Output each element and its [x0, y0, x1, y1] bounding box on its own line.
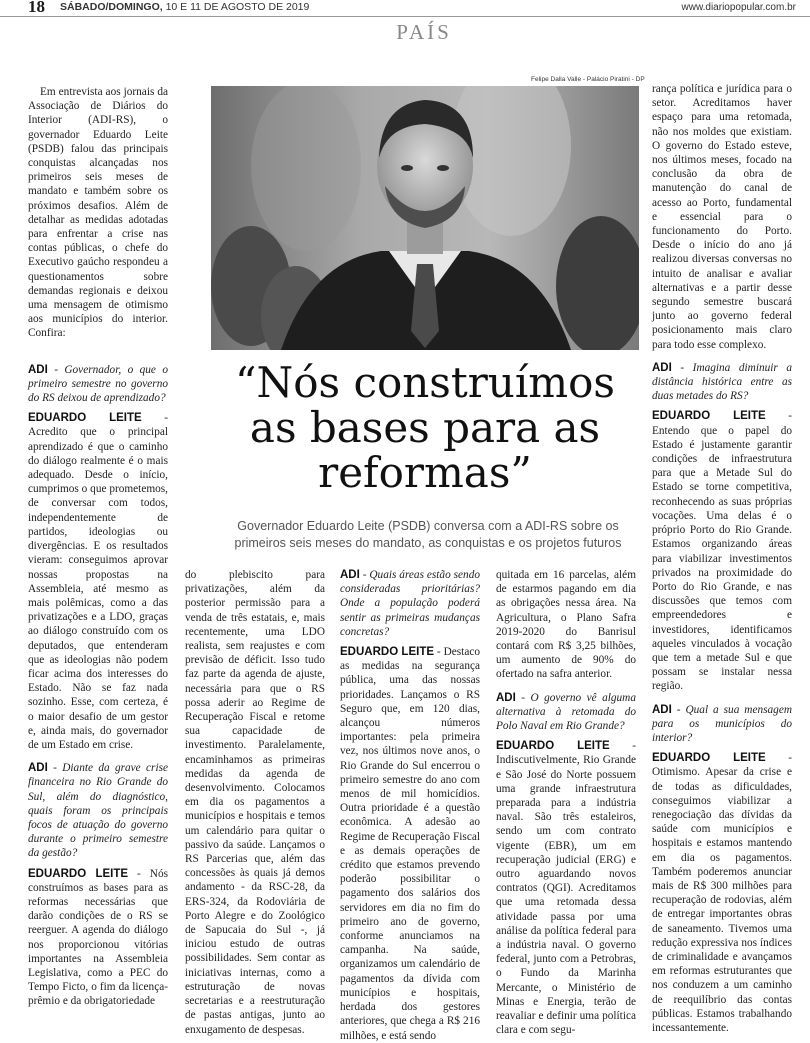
article-column-1 [28, 85, 168, 1009]
edition-date-rest: 10 E 11 DE AGOSTO DE 2019 [162, 1, 310, 13]
adi-label: ADI [28, 762, 48, 775]
adi-label: ADI [340, 569, 360, 581]
question-5 [652, 361, 792, 404]
question-2-text: - Diante da grave crise financeira no Rio Grande do Sul, além do diagnóstico, quais foram os principais focos de atuação do governo durante o primeiro semestre da gestão? [28, 762, 168, 860]
answer-1-text: - Acredito que o principal aprendizado é que o caminho do diálogo realmente é o mais adequado. Desde o início, cumprimos o que prometemos, de conversar com todos, independentemente de partidos, ideologias ou divergências. E os resultados vieram: conseguimos aprovar nossas propostas na Assembleia, até mesmo as mais polêmicas, como a das privatizações e a LDO, graças ao diálogo construído com os deputados, que entenderam que as ideologias não podem ficar acima dos interesses do Estado. Não se faz nada sozinho. Esse, com certeza, é o maior desafio de um gestor e, ainda mais, do governador de um Estado em crise. [28, 412, 169, 751]
question-5-text: - Imagina diminuir a distância histórica entre as duas metades do RS? [652, 361, 792, 403]
answer-3-text: - Destaco as medidas na segurança pública, uma das nossas prioridades. Lançamos o RS Seguro que, em 120 dias, alcançou números importantes: pela primeira vez, nos últimos nove anos, o Rio Grande do Sul encerrou o primeiro semestre do ano com menos de mil homicídios. Outra prioridade é a questão econômica. A adesão ao Regime de Recuperação Fiscal e as demais operações de crédito que estamos prevendo poderão possibilitar o pagamento dos salários dos servidores em dia no fim do primeiro ano de governo, conforme anunciamos na campanha. Na saúde, organizamos um calendário de pagamentos da dívida com municípios e hospitais, herdada dos gestores anteriores, que chega a R$ 216 milhões, e está sendo [340, 646, 480, 1042]
adi-label: ADI [652, 361, 672, 374]
leite-label: EDUARDO LEITE [28, 867, 129, 880]
answer-5 [652, 409, 792, 693]
article-column-5 [652, 82, 792, 1035]
adi-label: ADI [28, 363, 48, 376]
adi-label: ADI [496, 691, 516, 704]
leite-label: EDUARDO LEITE [496, 740, 610, 753]
answer-6-text: - Otimismo. Apesar da crise e de todas as dificuldades, conseguimos viabilizar a renegociação das dívidas da saúde com municípios e hospitais e estamos mantendo em dia os pagamentos. Também poderemos anunciar mais de R$ 300 milhões para recuperação de rodovias, além de entregar importantes obras de saneamento. Tivemos uma redução expressiva nos índices de criminalidade e avançamos em reformas estruturantes que nos conduzem a um caminho de reequilíbrio das contas públicas. Estamos trabalhando incessantemente. [652, 752, 793, 1034]
answer-2-text: - Nós construímos as bases para as reformas necessárias que darão condições de o RS se reerguer. A agenda do diálogo nos proporcionou vitórias importantes na Assembleia Legislativa, como a PEC do Tempo Ficto, o fim da licença-prêmio e da obrigatoriedade [28, 867, 168, 1008]
governor-portrait-image [211, 86, 639, 350]
question-4-text: - O governo vê alguma alternativa à retomada do Polo Naval em Rio Grande? [496, 691, 636, 733]
leite-label: EDUARDO LEITE [652, 410, 766, 423]
leite-label: EDUARDO LEITE [652, 752, 766, 765]
question-6-text: - Qual a sua mensagem para os municípios do interior? [652, 703, 792, 744]
edition-date [60, 1, 309, 13]
adi-label: ADI [652, 703, 672, 716]
page-header [0, 0, 810, 17]
column-4-text: quitada em 16 parcelas, além de estarmos pagando em dia as obrigações nessa área. Na Agricultura, o Plano Safra 2019-2020 do Banrisul contará com R$ 3,25 bilhões, um aumento de 90% do ofertado na safra anterior. [496, 569, 636, 681]
section-title: PAÍS [396, 20, 452, 44]
question-1 [28, 363, 168, 406]
answer-4 [496, 739, 636, 1037]
question-3-text: - Quais áreas estão sendo consideradas prioritárias? Onde a população poderá sentir as primeiras mudanças concretas? [340, 569, 480, 638]
answer-1 [28, 411, 168, 752]
article-column-2 [185, 568, 325, 1037]
headline: “Nós construímos as bases para as reformas” [235, 358, 615, 497]
edition-date-day: SÁBADO/DOMINGO, [60, 1, 163, 13]
leite-label: EDUARDO LEITE [340, 646, 435, 659]
answer-3 [340, 645, 480, 1043]
answer-5-text: - Entendo que o papel do Estado é justamente garantir condições de infraestrutura para que a Metade Sul do Estado se torne competitiva, reconhecendo as suas próprias vocações. Uma delas é o próprio Porto do Rio Grande. Estamos organizando áreas para viabilizar investimentos privados na proximidade do Porto do Rio Grande, e nas discussões que temos com empreendedores e investidores, identificamos aqueles vinculados à vocação que tem a metade Sul e que possam se instalar nessa região. [652, 410, 793, 693]
answer-6 [652, 751, 792, 1035]
answer-4-text: - Indiscutivelmente, Rio Grande e São José do Norte possuem uma grande infraestrutura preparada para a indústria naval. São três estaleiros, sendo um com contrato vigente (EBR), um em recuperação judicial (ERG) e outro aguardando novos contratos (QGI). Acreditamos que uma retomada dessa atividade passa por uma análise da política federal para a indústria naval. O governo federal, junto com a Petrobras, o Fundo da Marinha Mercante, o Ministério de Minas e Energia, terão de reavaliar e definir uma política clara e com segu- [496, 740, 637, 1037]
article-column-4 [496, 568, 636, 1038]
question-3 [340, 568, 480, 639]
question-4 [496, 691, 636, 734]
deck-subtitle: Governador Eduardo Leite (PSDB) conversa com a ADI-RS sobre os primeiros seis meses do mandato, as conquistas e os projetos futuros [234, 519, 622, 550]
answer-2 [28, 867, 168, 1009]
intro-paragraph: Em entrevista aos jornais da Associação de Diários do Interior (ADI-RS), o governador Eduardo Leite (PSDB) falou das principais conquistas alcançadas nos primeiros seis meses de mandato e também sobre os próximos desafios. Além de detalhar as medidas adotadas para enfrentar a crise nas contas públicas, o chefe do Executivo gaúcho respondeu a questionamentos sobre demandas regionais e deixou uma mensagem de otimismo aos municípios do interior. Confira: [28, 86, 168, 340]
governor-photo [211, 86, 639, 350]
column-5-continuation: rança política e jurídica para o setor. Acreditamos haver espaço para uma retomada, não nos moldes que existiam. O governo do Estado esteve, nos últimos meses, focado na conclusão da obra de manutenção do canal de acesso ao Porto, fundamental e essencial para o funcionamento do Porto. Desde o início do ano já realizou diversas conversas no intuito de analisar e avaliar alternativas e a partir desse segundo semestre buscará junto ao governo federal posicionamento mais claro para todo esse complexo. [652, 83, 792, 351]
photo-credit: Felipe Dalla Valle - Palácio Piratini - DP [531, 76, 645, 83]
article-column-3 [340, 568, 480, 1043]
leite-label: EDUARDO LEITE [28, 412, 142, 425]
question-2 [28, 761, 168, 860]
page-number: 18 [28, 0, 45, 16]
website-url[interactable]: www.diariopopular.com.br [681, 2, 796, 13]
question-1-text: - Governador, o que o primeiro semestre no governo do RS deixou de aprendizado? [28, 363, 168, 405]
column-2-text: do plebiscito para privatizações, além da posterior permissão para a venda de três estatais, e, mais recentemente, uma LDO realista, sem reajustes e com previsão de déficit. Isso tudo faz parte da agenda de ajuste, necessária para que o RS possa aderir ao Regime de Recuperação Fiscal e retome sua capacidade de investimento. Paralelamente, encaminhamos as primeiras medidas da agenda de desenvolvimento. Colocamos em dia os pagamentos a municípios e hospitais e temos um calendário para quitar o passivo da saúde. Lançamos o RS Parcerias que, além das concessões às quais já demos andamento - da RSC-28, da ERS-324, da Rodoviária de Porto Alegre e do Zoológico de Sapucaia do Sul -, já iniciou estudo de outras possibilidades. Sem contar as iniciativas internas, como a estruturação de novas secretarias e a reestruturação de pastas antigas, junto ao enxugamento de despesas. [185, 569, 325, 1036]
question-6 [652, 703, 792, 746]
